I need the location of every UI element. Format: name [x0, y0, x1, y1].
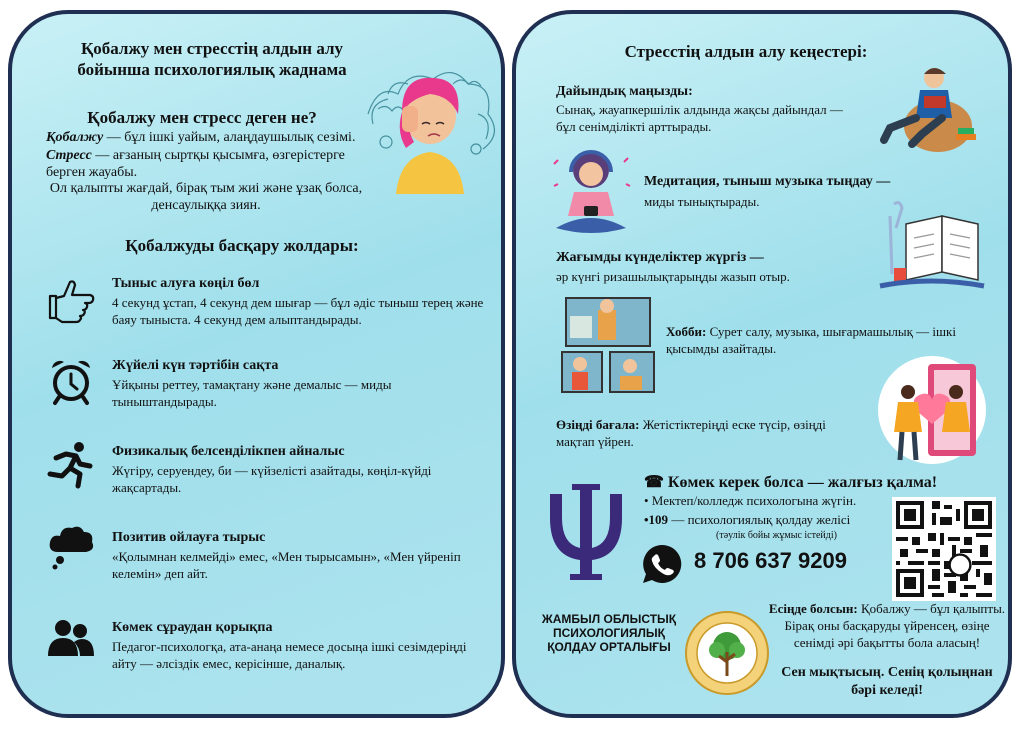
pointing-hand-icon [46, 276, 96, 326]
hobby-illustration [558, 294, 658, 398]
people-icon [46, 614, 96, 664]
tip-help-title: Көмек сұраудан қорықпа [112, 620, 273, 635]
hobby-block [666, 323, 956, 357]
self-text: Жетістіктеріңді еске түсір, өзіңді мақтап үйрен. [556, 417, 826, 449]
definition-stress: Стресс — ағзаның сыртқы қысымға, өзгерістерге берген жауабы. [46, 148, 345, 180]
motto: Сен мықтысың. Сенің қолыңнан бәрі келеді! [781, 665, 993, 698]
prep-title: Дайындық маңызды: [556, 84, 693, 99]
tip-breathing-title: Тыныс алуға көңіл бөл [112, 276, 260, 291]
qr-code[interactable] [892, 497, 996, 601]
help-hotline: •109 — психологиялық қолдау желісі [644, 512, 851, 527]
definition-anxiety: Қобалжу — бұл ішкі уайым, алаңдаушылық сезімі. [46, 130, 356, 145]
tip-activity-title: Физикалық белсенділікпен айналыс [112, 444, 345, 459]
prevention-heading: Стресстің алдын алу кеңестері: [624, 42, 868, 61]
alarm-clock-icon [46, 356, 96, 406]
hotline-number: •109 [644, 512, 669, 527]
thought-cloud-icon [46, 522, 96, 572]
tip-routine-title: Жүйелі күн тәртібін сақта [112, 358, 279, 373]
runner-icon [46, 440, 96, 490]
reading-boy-illustration [876, 64, 986, 156]
self-block [556, 416, 856, 450]
tip-routine-text: Ұйқыны реттеу, тамақтану және демалыс — миды тыныштандырады. [112, 377, 392, 409]
self-love-mirror-illustration [876, 354, 988, 470]
diary-text: әр күнгі ризашылықтарыңды жазып отыр. [556, 269, 790, 284]
organization-emblem [684, 610, 770, 696]
hobby-title: Хобби: [666, 324, 707, 339]
self-title: Өзіңді бағала: [556, 417, 640, 432]
hobby-text: Сурет салу, музыка, шығармашылық — ішкі қысымды азайтады. [666, 324, 956, 356]
help-heading: ☎ Көмек керек болса — жалғыз қалма! [644, 474, 938, 491]
tip-activity-text: Жүгіру, серуендеу, би — күйзелісті азайтады, көңіл-күйді жақсартады. [112, 463, 432, 495]
psi-symbol-logo [540, 480, 632, 590]
definition-note: Ол қалыпты жағдай, бірақ тым жиі және ұзақ болса, денсаулыққа зиян. [49, 181, 363, 213]
organization-name: ЖАМБЫЛ ОБЛЫСТЫҚ ПСИХОЛОГИЯЛЫҚ ҚОЛДАУ ОРТАЛЫҒЫ [541, 612, 677, 654]
diary-title: Жағымды күнделіктер жүргіз — [556, 250, 764, 265]
meditation-text: миды тынықтырады. [644, 194, 760, 209]
tip-breathing-text: 4 секунд ұстап, 4 секунд дем шығар — бұл әдіс тыныш терең және баяу тыныста. 4 секунд дем алыптандырады. [112, 295, 484, 327]
right-panel [512, 10, 1012, 718]
remember-note [768, 600, 1006, 651]
meditation-girl-illustration [546, 144, 636, 239]
phone-number[interactable]: 8 706 637 9209 [694, 548, 847, 573]
left-panel [8, 10, 505, 718]
remember-title: Есіңде болсын: [768, 601, 858, 616]
tip-positive-text: «Қолымнан келмейді» емес, «Мен тырысамын», «Мен үйреніп келемін» деп айт. [112, 549, 461, 581]
meditation-title: Медитация, тыныш музыка тыңдау — [644, 174, 891, 189]
hotline-hours: (тәулік бойы жұмыс істейді) [716, 530, 837, 541]
tip-help-text: Педагог-психологқа, ата-анаңа немесе досыңа ішкі сезімдеріңді айту — әлсіздік емес, керісінше, даналық. [112, 639, 467, 671]
help-school-psychologist: • Мектеп/колледж психологына жүгін. [644, 493, 857, 508]
tip-positive-title: Позитив ойлауға тырыс [112, 530, 266, 545]
main-title: Қобалжу мен стресстің алдын алу бойынша психологиялық жаднама [77, 39, 347, 79]
definitions-heading: Қобалжу мен стресс деген не? [87, 108, 317, 127]
prep-text: Сынақ, жауапкершілік алдында жақсы дайындал — бұл сенімділікті арттырады. [556, 102, 843, 134]
management-heading: Қобалжуды басқару жолдары: [125, 236, 359, 255]
remember-text: Қобалжу — бұл қалыпты. Бірақ оны басқаруды үйренсең, өзіңе сенімді әрі бақытты бола аласың! [784, 601, 1006, 650]
whatsapp-icon[interactable] [640, 542, 684, 586]
stressed-girl-illustration [358, 54, 498, 194]
diary-book-illustration [876, 194, 986, 294]
